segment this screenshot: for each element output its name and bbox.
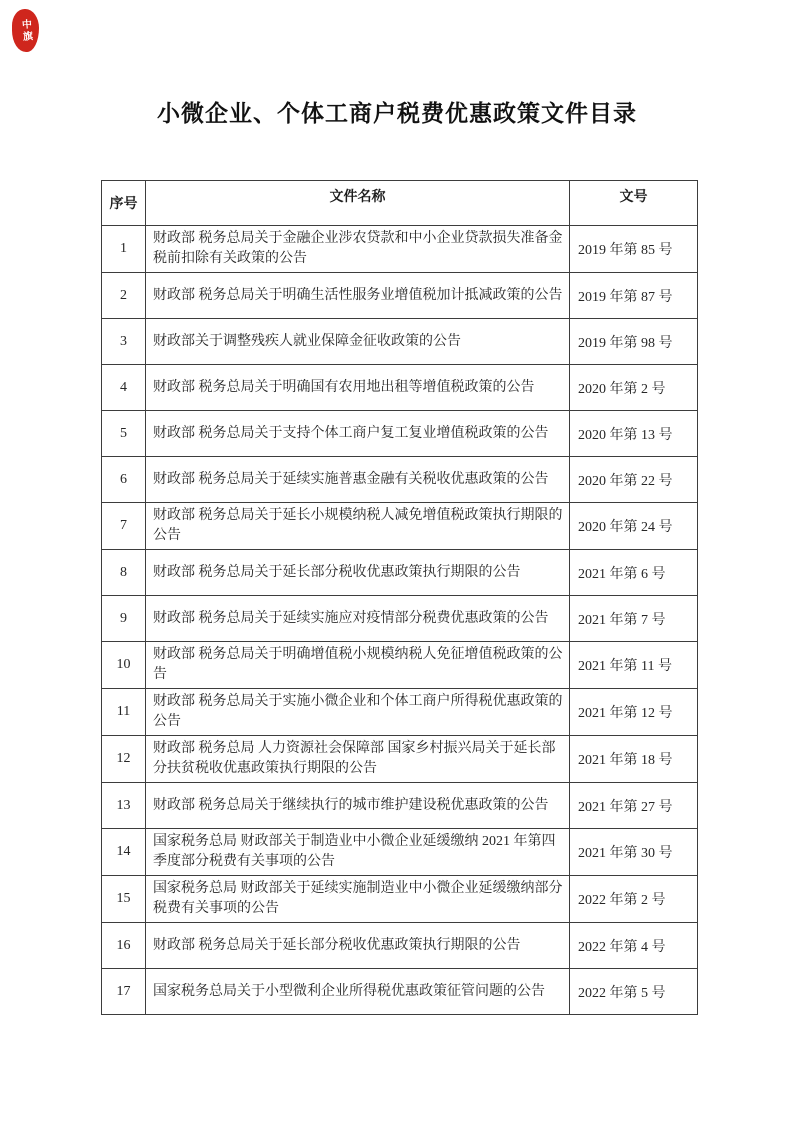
row-document-number: 2019 年第 87 号 <box>570 273 698 319</box>
row-document-number: 2021 年第 27 号 <box>570 783 698 829</box>
row-serial-number: 5 <box>102 411 146 457</box>
table-row <box>102 923 698 969</box>
header-serial-number: 序号 <box>102 181 146 226</box>
table-row <box>102 969 698 1015</box>
row-document-number: 2021 年第 18 号 <box>570 736 698 783</box>
table-row <box>102 783 698 829</box>
row-document-number: 2021 年第 30 号 <box>570 829 698 876</box>
row-document-name: 财政部 税务总局关于延续实施应对疫情部分税费优惠政策的公告 <box>146 596 570 642</box>
row-document-name: 财政部 税务总局关于实施小微企业和个体工商户所得税优惠政策的公告 <box>146 689 570 736</box>
row-serial-number: 2 <box>102 273 146 319</box>
row-serial-number: 7 <box>102 503 146 550</box>
row-serial-number: 14 <box>102 829 146 876</box>
policy-document-table <box>101 180 698 1015</box>
row-document-number: 2022 年第 4 号 <box>570 923 698 969</box>
row-document-number: 2019 年第 98 号 <box>570 319 698 365</box>
row-document-number: 2020 年第 24 号 <box>570 503 698 550</box>
row-document-number: 2019 年第 85 号 <box>570 226 698 273</box>
row-document-name: 财政部 税务总局关于明确增值税小规模纳税人免征增值税政策的公告 <box>146 642 570 689</box>
table-row <box>102 829 698 876</box>
table-row <box>102 689 698 736</box>
row-document-number: 2021 年第 12 号 <box>570 689 698 736</box>
table-row <box>102 876 698 923</box>
row-document-number: 2022 年第 5 号 <box>570 969 698 1015</box>
row-serial-number: 6 <box>102 457 146 503</box>
table-header-row <box>102 181 698 226</box>
row-document-name: 财政部 税务总局关于继续执行的城市维护建设税优惠政策的公告 <box>146 783 570 829</box>
row-document-name: 财政部 税务总局关于支持个体工商户复工复业增值税政策的公告 <box>146 411 570 457</box>
row-serial-number: 1 <box>102 226 146 273</box>
row-document-name: 国家税务总局关于小型微利企业所得税优惠政策征管问题的公告 <box>146 969 570 1015</box>
row-document-name: 财政部 税务总局关于明确生活性服务业增值税加计抵减政策的公告 <box>146 273 570 319</box>
table-row <box>102 319 698 365</box>
table-row <box>102 273 698 319</box>
table-row <box>102 550 698 596</box>
row-serial-number: 17 <box>102 969 146 1015</box>
row-document-number: 2020 年第 13 号 <box>570 411 698 457</box>
row-document-name: 财政部 税务总局关于延长部分税收优惠政策执行期限的公告 <box>146 550 570 596</box>
table-row <box>102 596 698 642</box>
row-document-name: 财政部 税务总局关于金融企业涉农贷款和中小企业贷款损失准备金税前扣除有关政策的公告 <box>146 226 570 273</box>
row-serial-number: 15 <box>102 876 146 923</box>
row-document-name: 财政部关于调整残疾人就业保障金征收政策的公告 <box>146 319 570 365</box>
row-serial-number: 10 <box>102 642 146 689</box>
table-row <box>102 736 698 783</box>
row-document-name: 财政部 税务总局关于延长部分税收优惠政策执行期限的公告 <box>146 923 570 969</box>
row-document-name: 财政部 税务总局关于延续实施普惠金融有关税收优惠政策的公告 <box>146 457 570 503</box>
table-row <box>102 457 698 503</box>
row-document-number: 2021 年第 11 号 <box>570 642 698 689</box>
row-document-name: 国家税务总局 财政部关于延续实施制造业中小微企业延缓缴纳部分税费有关事项的公告 <box>146 876 570 923</box>
row-document-number: 2020 年第 22 号 <box>570 457 698 503</box>
row-serial-number: 12 <box>102 736 146 783</box>
table-row <box>102 226 698 273</box>
header-document-number: 文号 <box>570 181 698 226</box>
row-document-name: 国家税务总局 财政部关于制造业中小微企业延缓缴纳 2021 年第四季度部分税费有关事项的公告 <box>146 829 570 876</box>
row-serial-number: 16 <box>102 923 146 969</box>
row-document-number: 2022 年第 2 号 <box>570 876 698 923</box>
row-document-number: 2021 年第 6 号 <box>570 550 698 596</box>
row-serial-number: 3 <box>102 319 146 365</box>
header-document-name: 文件名称 <box>146 181 570 226</box>
table-row <box>102 642 698 689</box>
row-serial-number: 11 <box>102 689 146 736</box>
row-serial-number: 4 <box>102 365 146 411</box>
row-document-name: 财政部 税务总局 人力资源社会保障部 国家乡村振兴局关于延长部分扶贫税收优惠政策执行期限的公告 <box>146 736 570 783</box>
row-serial-number: 13 <box>102 783 146 829</box>
row-document-name: 财政部 税务总局关于明确国有农用地出租等增值税政策的公告 <box>146 365 570 411</box>
row-serial-number: 9 <box>102 596 146 642</box>
table-row <box>102 503 698 550</box>
page-title: 小微企业、个体工商户税费优惠政策文件目录 <box>157 100 637 126</box>
table-row <box>102 411 698 457</box>
row-document-number: 2021 年第 7 号 <box>570 596 698 642</box>
seal-text: 中旗 <box>18 18 33 43</box>
row-document-number: 2020 年第 2 号 <box>570 365 698 411</box>
table-row <box>102 365 698 411</box>
red-seal-stamp <box>12 9 39 52</box>
row-serial-number: 8 <box>102 550 146 596</box>
row-document-name: 财政部 税务总局关于延长小规模纳税人减免增值税政策执行期限的公告 <box>146 503 570 550</box>
